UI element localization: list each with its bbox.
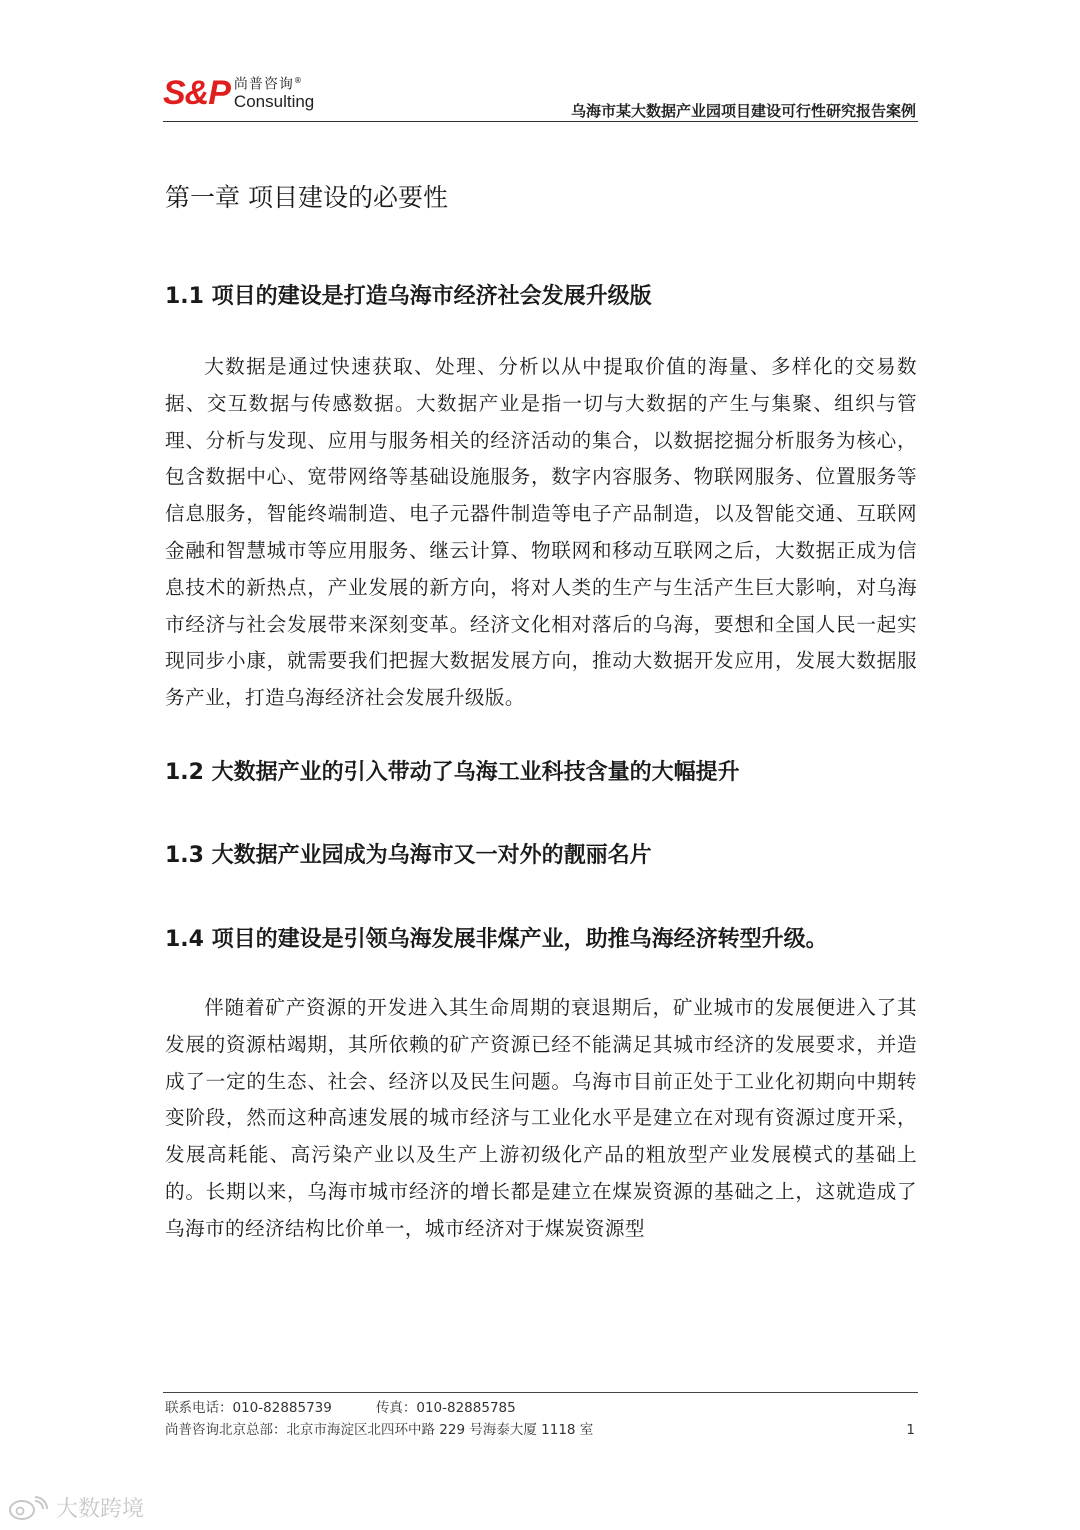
watermark — [8, 1492, 144, 1523]
watermark-text: 大数跨境 — [56, 1497, 145, 1522]
section-paragraph-1-1: 大数据是通过快速获取、处理、分析以从中提取价值的海量、多样化的交易数据、交互数据与传感数据。大数据产业是指一切与大数据的产生与集聚、组织与管理、分析与发现、应用与服务相关的经济活动的集合，以数据挖掘分析服务为核心，包含数据中心、宽带网络等基础设施服务，数字内容服务、物联网服务、位置服务等信息服务，智能终端制造、电子元器件制造等电子产品制造，以及智能交通、互联网金融和智慧城市等应用服务、继云计算、物联网和移动互联网之后，大数据正成为信息技术的新热点，产业发展的新方向，将对人类的生产与生活产生巨大影响，对乌海市经济与社会发展带来深刻变革。经济文化相对落后的乌海，要想和全国人民一起实现同步小康，就需要我们把握大数据发展方向，推动大数据开发应用，发展大数据服务产业，打造乌海经济社会发展升级版。 — [165, 355, 917, 710]
footer-divider — [163, 1392, 918, 1393]
footer-address: 尚普咨询北京总部：北京市海淀区北四环中路 229 号海泰大厦 1118 室 — [165, 1422, 594, 1438]
company-logo — [163, 76, 314, 110]
section-title-1-2: 1.2 大数据产业的引入带动了乌海工业科技含量的大幅提升 — [165, 759, 740, 785]
chapter-title: 第一章 项目建设的必要性 — [165, 183, 448, 212]
section-paragraph-1-4: 伴随着矿产资源的开发进入其生命周期的衰退期后，矿业城市的发展便进入了其发展的资源枯竭期，其所依赖的矿产资源已经不能满足其城市经济的发展要求，并造成了一定的生态、社会、经济以及民生问题。乌海市目前正处于工业化初期向中期转变阶段，然而这种高速发展的城市经济与工业化水平是建立在对现有资源过度开采，发展高耗能、高污染产业以及生产上游初级化产品的粗放型产业发展模式的基础上的。长期以来，乌海市城市经济的增长都是建立在煤炭资源的基础之上，这就造成了乌海市的经济结构比价单一，城市经济对于煤炭资源型 — [165, 995, 917, 1240]
header-divider — [163, 121, 918, 122]
registered-mark: ® — [293, 76, 303, 86]
logo-en-name: Consulting — [233, 92, 315, 111]
footer-phone: 联系电话：010-82885739 — [165, 1400, 332, 1416]
section-title-1-4: 1.4 项目的建设是引领乌海发展非煤产业，助推乌海经济转型升级。 — [165, 926, 828, 952]
weibo-style-logo-icon — [8, 1495, 50, 1521]
footer-fax: 传真：010-82885785 — [375, 1400, 516, 1416]
page-number: 1 — [906, 1422, 915, 1438]
page-footer — [165, 1397, 917, 1441]
section-title-1-3: 1.3 大数据产业园成为乌海市又一对外的靓丽名片 — [165, 842, 652, 868]
logo-text — [234, 77, 314, 110]
section-title-1-1: 1.1 项目的建设是打造乌海市经济社会发展升级版 — [165, 284, 652, 309]
document-body — [165, 178, 917, 1248]
footer-address-line — [165, 1419, 917, 1441]
footer-contact — [165, 1397, 917, 1419]
logo-cn-name: 尚普咨询® — [233, 76, 303, 93]
page-header — [163, 70, 918, 122]
logo-mark: S&P — [163, 74, 230, 112]
report-title: 乌海市某大数据产业园项目建设可行性研究报告案例 — [570, 102, 916, 120]
